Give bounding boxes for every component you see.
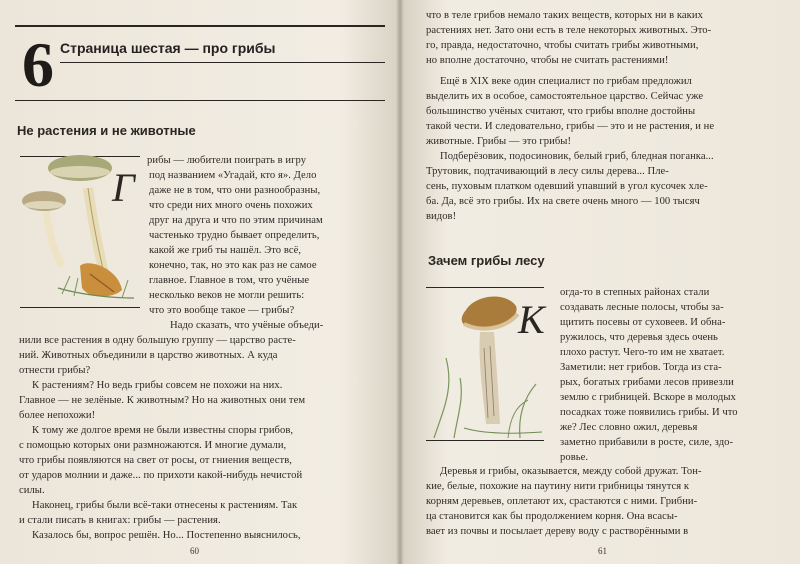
text-line: что грибы появляются на свет от росы, от гниения веществ, [19,455,292,466]
text-line: го, правда, недостаточно, чтобы считать грибы животными, [426,40,699,51]
text-line: Ещё в XIX веке один специалист по грибам предложил [440,76,692,87]
text-line: какой же гриб ты нашёл. Это всё, [149,245,302,256]
text-line: вает из почвы и посылает дереву воду с растворёнными в [426,526,689,537]
text-line: друг на друга и что по этим причинам [149,215,323,226]
text-line: Заметили: нет грибов. Тогда из ста- [560,362,722,373]
text-line: и стали писать в книгах: грибы — растения. [19,515,221,526]
text-line: силы. [19,485,45,496]
drop-cap-letter: К [518,297,545,342]
text-line: К тому же долгое время не были известны споры грибов, [32,425,294,436]
text-line: конечно, так, но это как раз не самое [149,260,317,271]
text-line: корням деревьев, оплетают их, срастаются с ними. Грибни- [426,496,698,507]
text-line: от ударов молнии и даже... по прихоти какой-нибудь нечистой [19,470,303,481]
page-number: 60 [190,546,199,556]
chapter-title-rule [60,62,385,63]
text-line: даже не в том, что они разнообразны, [149,185,321,196]
text-line: щитить посевы от суховеев. И обна- [560,317,726,328]
text-line: Трутовик, подтачивающий в лесу силы дерева... Пле- [426,166,669,177]
text-line: ца становится как бы продолжением корня. Она всасы- [426,511,678,522]
text-line: под названием «Угадай, кто я». Дело [149,170,317,181]
text-line: главное. Главное в том, что учёные [149,275,310,286]
text-line: заметно прибавили в росте, силе, здо- [560,437,734,448]
text-line: плохо растут. Чего-то им не хватает. [560,347,725,358]
text-line: ровье. [560,452,589,463]
text-line: нили все растения в одну большую группу — царство расте- [19,335,296,346]
text-line: рых, богатых грибами лесов привезли [560,377,734,388]
text-line: Главное — не зелёные. К животным? Но на животных они тем [19,395,306,406]
text-line: создавать лесные полосы, чтобы за- [560,302,724,313]
text-line: К растениям? Но ведь грибы совсем не похожи на них. [32,380,283,391]
text-line: но вполне достаточно, чтобы не считать растениями! [426,55,669,66]
text-line: что это вообще такое — грибы? [149,305,295,316]
chapter-top-rule [15,25,385,27]
text-line: ба. Да, всё это грибы. Их на свете очень много — 100 тысяч [426,196,700,207]
text-line: видов! [426,211,457,222]
text-line: кие, белые, похожие на паутину нити грибницы тянутся к [426,481,690,492]
text-line: несколько веков не могли решить: [149,290,305,301]
illustration-bottom-rule [20,307,140,308]
text-line: же? Лес словно ожил, деревья [560,422,698,433]
text-line: Деревья и грибы, оказывается, между собой дружат. Тон- [440,466,702,477]
text-line: рибы — любители поиграть в игру [147,155,307,166]
text-line: частенько трудно бывает определить, [149,230,320,241]
chapter-number: 6 [22,29,54,100]
text-line: Надо сказать, что учёные объеди- [170,320,324,331]
chapter-title: Страница шестая — про грибы [60,40,276,56]
text-line: огда-то в степных районах стали [560,287,710,298]
drop-cap-letter: Г [112,165,135,210]
text-line: выделить их в особое, самостоятельное царство. Сейчас уже [426,91,704,102]
right-page [400,0,800,564]
text-line: Казалось бы, вопрос решён. Но... Постепенно выяснилось, [32,530,301,541]
text-line: ний. Животных объединили в царство животных. А куда [19,350,278,361]
text-line: посадках тоже появились грибы. И что [560,407,738,418]
text-line: большинство учёных считают, что грибы вполне достойны [426,106,696,117]
text-line: с помощью которых они размножаются. И многие думали, [19,440,287,451]
text-line: такой чести. И следовательно, грибы — это и не растения, и не [426,121,715,132]
text-line: что в теле грибов немало таких веществ, которых ни в каких [426,10,703,21]
section-heading: Зачем грибы лесу [428,253,545,268]
text-line: ружилось, что деревья здесь очень [560,332,718,343]
book-spine-fold [396,0,404,564]
text-line: растениях нет. Зато они есть в теле некоторых животных. Это- [426,25,712,36]
text-line: что среди них много очень похожих [149,200,313,211]
text-line: отнести грибы? [19,365,91,376]
text-line: землю с грибницей. Вскоре в молодых [560,392,736,403]
text-line: животные. Грибы — это грибы! [426,136,572,147]
text-line: Подберёзовик, подосиновик, белый гриб, бледная поганка... [440,151,714,162]
text-line: Наконец, грибы были всё-таки отнесены к растениям. Так [32,500,298,511]
page-number: 61 [598,546,607,556]
illustration-bottom-rule [426,440,544,441]
chapter-bottom-rule [15,100,385,101]
section-heading: Не растения и не животные [17,123,196,138]
text-line: более непохожи! [19,410,96,421]
text-line: сень, пуховым платком одевший упавший в угол кусочек хле- [426,181,708,192]
